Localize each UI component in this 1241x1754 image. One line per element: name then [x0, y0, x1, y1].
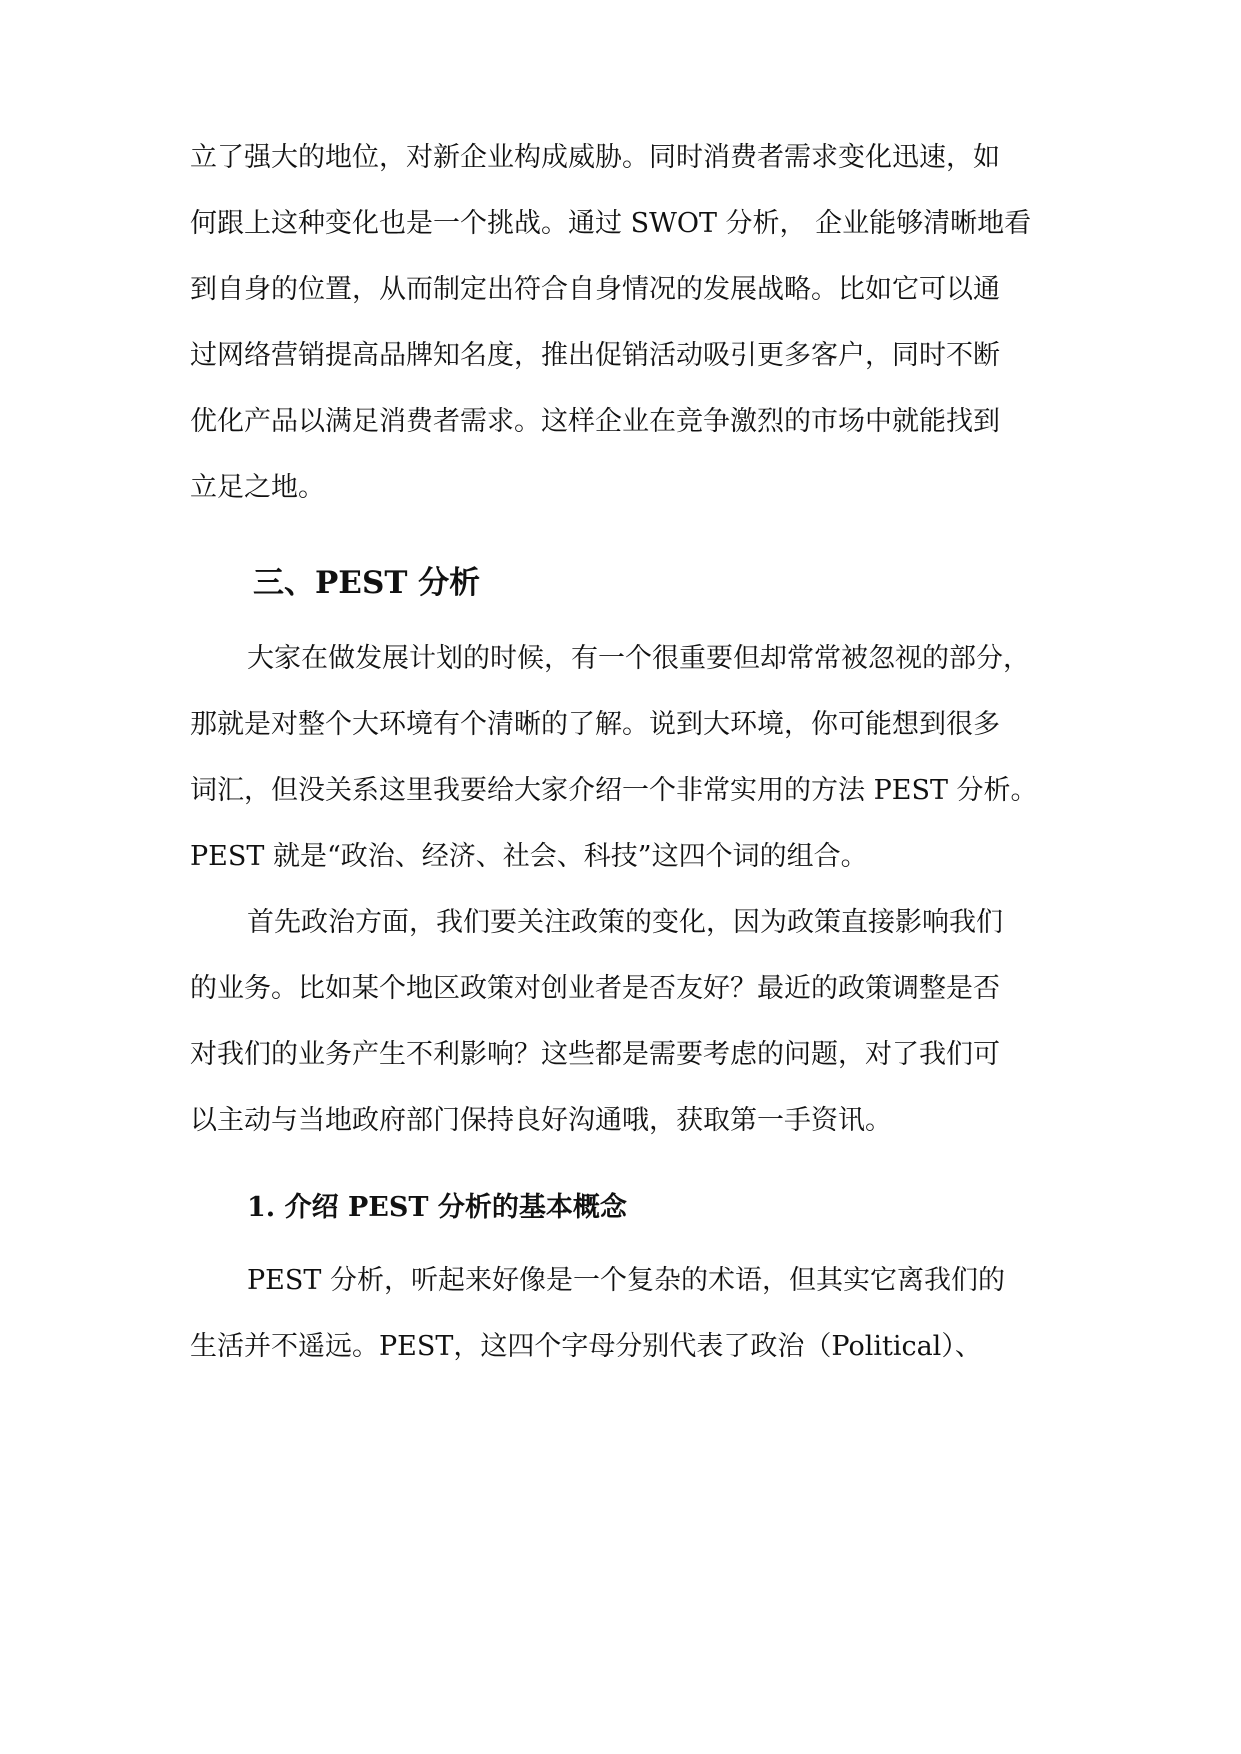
paragraph-1-line-5: 优化产品以满足消费者需求。这样企业在竞争激烈的市场中就能找到	[190, 406, 1000, 437]
paragraph-3-line-4: 以主动与当地政府部门保持良好沟通哦，获取第一手资讯。	[190, 1105, 892, 1136]
paragraph-4-line-1: PEST 分析，听起来好像是一个复杂的术语，但其实它离我们的	[247, 1265, 1005, 1296]
section-heading-pest: 三、PEST 分析	[253, 565, 481, 601]
paragraph-1-line-1: 立了强大的地位，对新企业构成威胁。同时消费者需求变化迅速，如	[190, 142, 1000, 173]
paragraph-2-line-4: PEST 就是“政治、经济、社会、科技”这四个词的组合。	[190, 841, 868, 872]
paragraph-1-line-3: 到自身的位置，从而制定出符合自身情况的发展战略。比如它可以通	[190, 274, 1000, 305]
paragraph-2-line-2: 那就是对整个大环境有个清晰的了解。说到大环境，你可能想到很多	[190, 709, 1000, 740]
paragraph-1-line-6: 立足之地。	[190, 472, 325, 503]
paragraph-3-line-2: 的业务。比如某个地区政策对创业者是否友好？最近的政策调整是否	[190, 973, 1000, 1004]
paragraph-4-line-2: 生活并不遥远。PEST，这四个字母分别代表了政治（Political）、	[190, 1331, 982, 1362]
paragraph-1-line-4: 过网络营销提高品牌知名度，推出促销活动吸引更多客户，同时不断	[190, 340, 1000, 371]
paragraph-1-line-2: 何跟上这种变化也是一个挑战。通过 SWOT 分析， 企业能够清晰地看	[190, 208, 1032, 239]
paragraph-2-line-3: 词汇，但没关系这里我要给大家介绍一个非常实用的方法 PEST 分析。	[190, 775, 1038, 806]
paragraph-2-line-1: 大家在做发展计划的时候，有一个很重要但却常常被忽视的部分，	[247, 643, 1030, 674]
paragraph-3-line-3: 对我们的业务产生不利影响？这些都是需要考虑的问题，对了我们可	[190, 1039, 1000, 1070]
subsection-heading-pest-concept: 1. 介绍 PEST 分析的基本概念	[247, 1192, 627, 1223]
paragraph-3-line-1: 首先政治方面，我们要关注政策的变化，因为政策直接影响我们	[247, 907, 1003, 938]
